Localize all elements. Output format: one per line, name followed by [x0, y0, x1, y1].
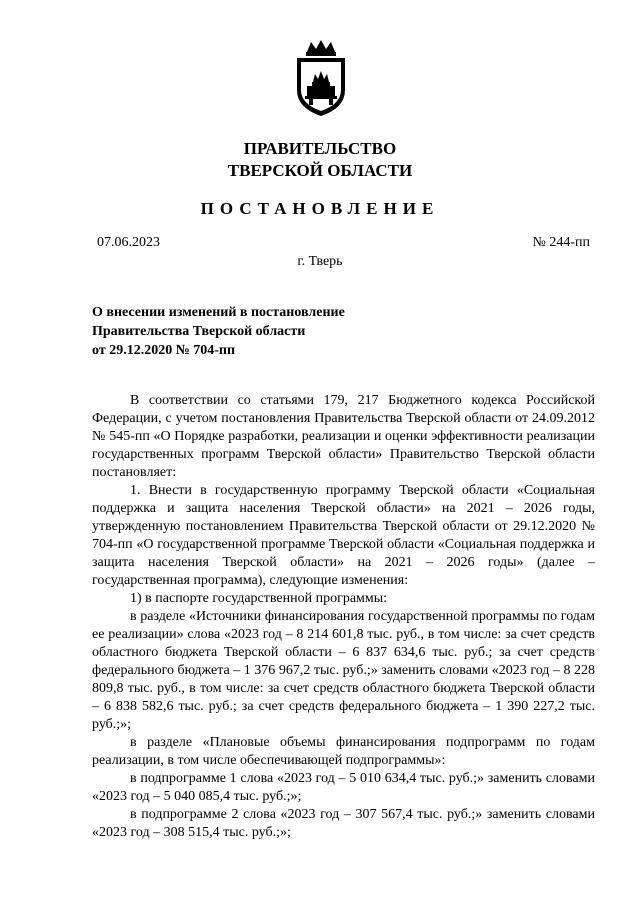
subject-line-3: от 29.12.2020 № 704-пп [92, 343, 236, 358]
decree-number: № 244-пп [532, 235, 590, 250]
subject-line-1: О внесении изменений в постановление [92, 305, 345, 320]
government-title [0, 138, 640, 182]
decree-title: ПОСТАНОВЛЕНИЕ [200, 199, 440, 218]
body-paragraph: 1. Внести в государственную программу Тверской области «Социальная поддержка и защита населения Тверской области» на 2021 – 2026 годы, утвержденную постановлением Правительства Тверской области от 29.12.2020 № 704-пп «О государственной программе Тверской области «Социальная поддержка и защита населения Тверской области» на 2021 – 2026 годы» (далее – государственная программа), следующие изменения: [92, 483, 595, 588]
decree-city: г. Тверь [297, 254, 343, 269]
subject-line-2: Правительства Тверской области [92, 324, 306, 339]
body-paragraph: 1) в паспорте государственной программы: [130, 591, 388, 606]
org-line-2: ТВЕРСКОЙ ОБЛАСТИ [227, 161, 413, 180]
decree-body [92, 392, 595, 842]
body-paragraph: в подпрограмме 2 слова «2023 год – 307 567,4 тыс. руб.;» заменить словами «2023 год – 308 515,4 тыс. руб.;»; [92, 807, 595, 840]
decree-date: 07.06.2023 [97, 235, 160, 250]
org-line-1: ПРАВИТЕЛЬСТВО [243, 139, 397, 158]
coat-of-arms-emblem [293, 38, 349, 118]
body-paragraph: в подпрограмме 1 слова «2023 год – 5 010 634,4 тыс. руб.;» заменить словами «2023 год – 5 040 085,4 тыс. руб.;»; [92, 771, 595, 804]
body-paragraph: в разделе «Плановые объемы финансирования подпрограмм по годам реализации, в том числе обеспечивающей подпрограммы»: [92, 735, 595, 768]
decree-subject [92, 303, 345, 360]
body-paragraph: В соответствии со статьями 179, 217 Бюджетного кодекса Российской Федерации, с учетом постановления Правительства Тверской области от 24.09.2012 № 545-пп «О Порядке разработки, реализации и оценки эффективности реализации государственных программ Тверской области» Правительство Тверской области постановляет: [92, 393, 595, 480]
body-paragraph: в разделе «Источники финансирования государственной программы по годам ее реализации» слова «2023 год – 8 214 601,8 тыс. руб., в том числе: за счет средств областного бюджета Тверской области – 6 837 634,6 тыс. руб.; за счет средств федерального бюджета – 1 376 967,2 тыс. руб.;» заменить словами «2023 год – 8 228 809,8 тыс. руб., в том числе: за счет средств областного бюджета Тверской области – 6 838 582,6 тыс. руб.; за счет средств федерального бюджета – 1 390 227,2 тыс. руб.;»; [92, 609, 595, 732]
